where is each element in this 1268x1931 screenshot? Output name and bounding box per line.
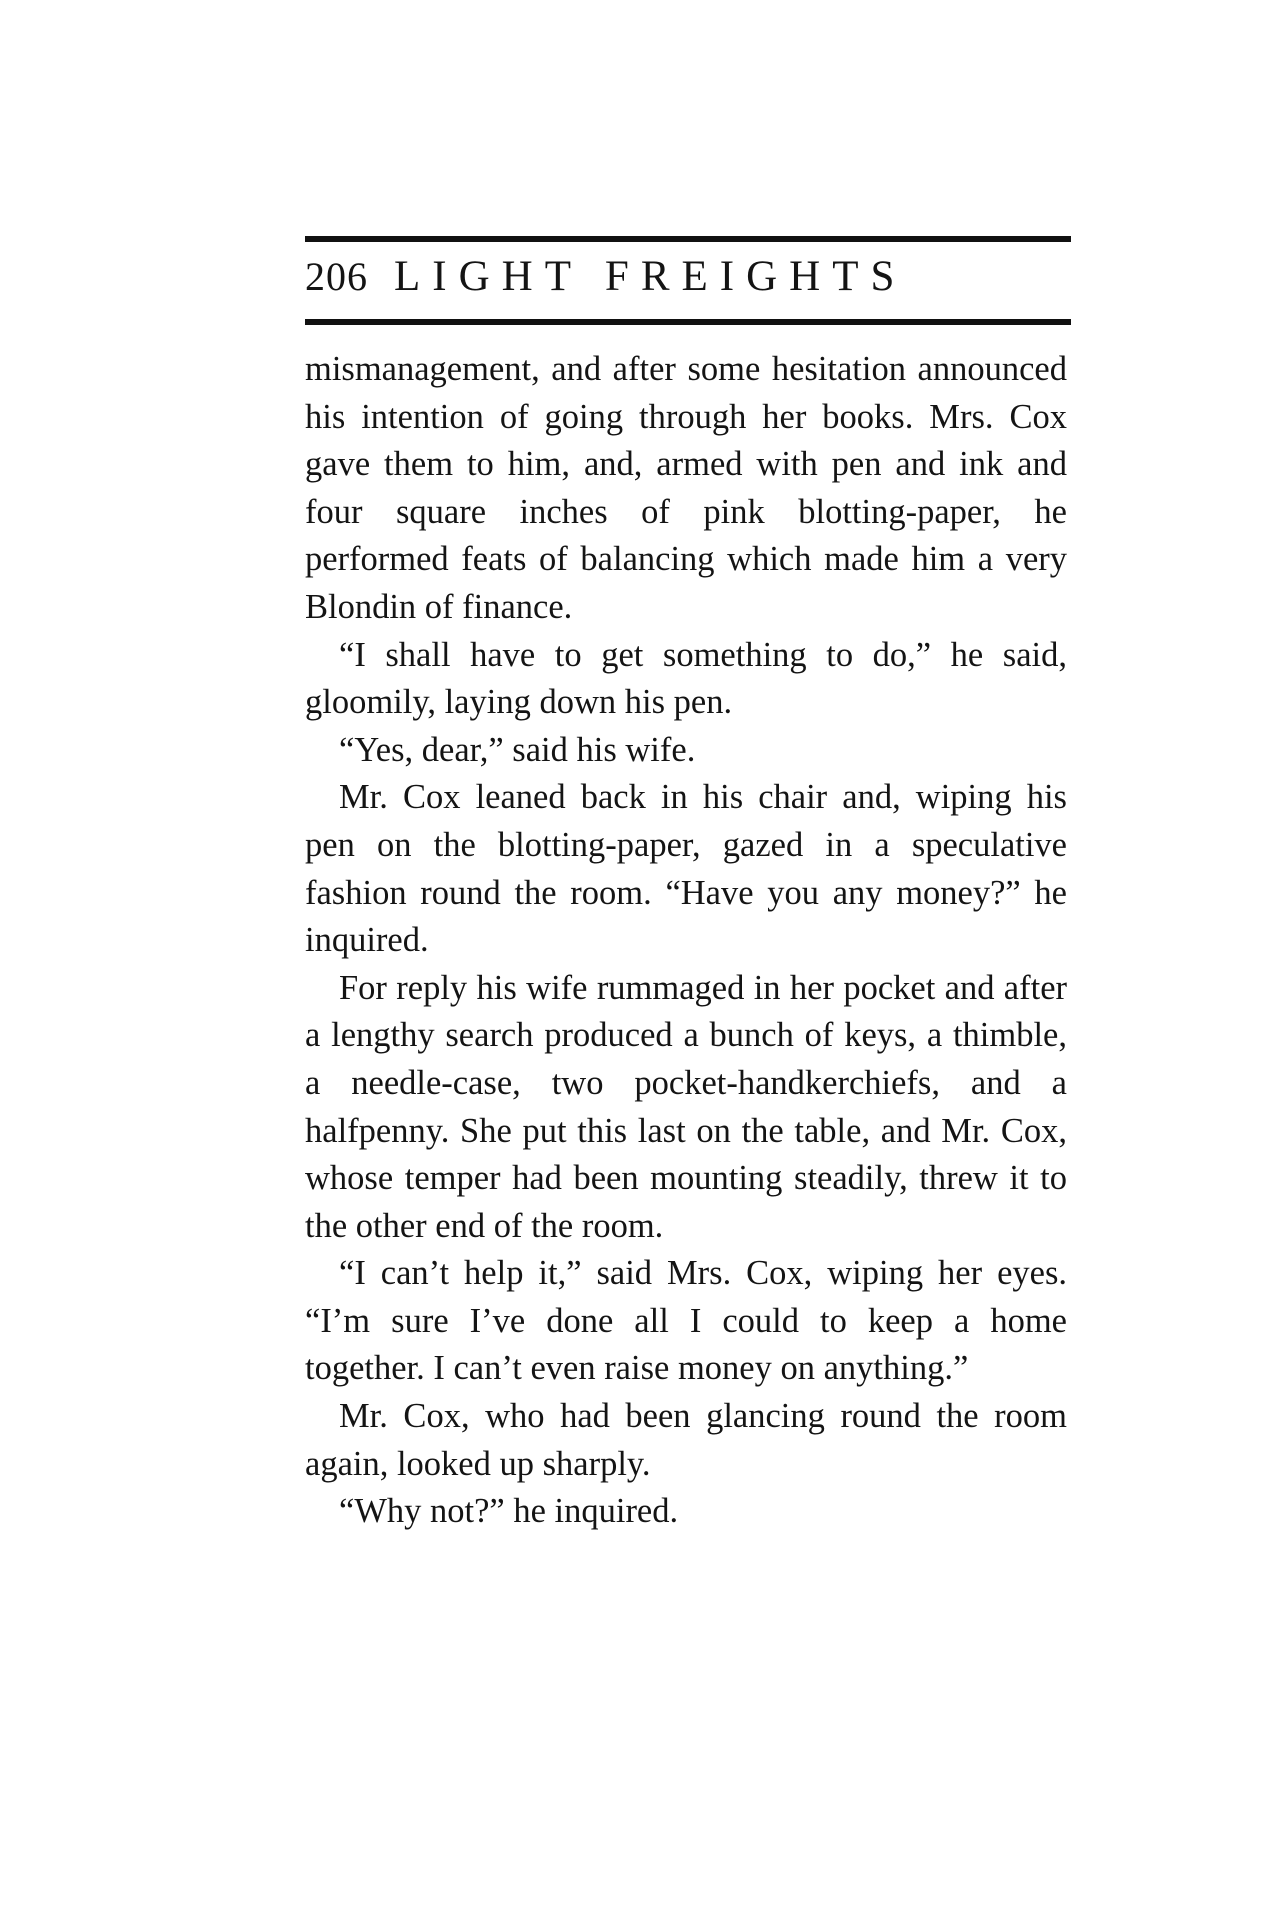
body-text [305, 346, 1067, 1536]
paragraph-continued: mismanagement, and after some hesitation announced his intention of going through her books. Mrs. Cox gave them to him, and, armed with pen and ink and four square inches of pink blotting-paper, he performed feats of balancing which made him a very Blondin of finance. [305, 350, 1067, 626]
paragraph: Mr. Cox leaned back in his chair and, wiping his pen on the blotting-paper, gazed in a speculative fashion round the room. “Have you any money?” he inquired. [305, 778, 1067, 960]
running-header [305, 252, 1071, 312]
paragraph: For reply his wife rummaged in her pocket and after a lengthy search produced a bunch of keys, a thimble, a needle-case, two pocket-handkerchiefs, and a halfpenny. She put this last on the table, and Mr. Cox, whose temper had been mounting steadily, threw it to the other end of the room. [305, 968, 1067, 1245]
header-bottom-rule [305, 319, 1071, 325]
paragraph: Mr. Cox, who had been glancing round the room again, looked up sharply. [305, 1397, 1067, 1483]
paragraph: “I shall have to get something to do,” he said, gloomily, laying down his pen. [305, 635, 1067, 722]
paragraph: “Yes, dear,” said his wife. [339, 730, 696, 769]
paragraph: “I can’t help it,” said Mrs. Cox, wiping her eyes. “I’m sure I’ve done all I could to keep a home together. I can’t even raise money on anything.” [305, 1254, 1067, 1388]
paragraph: “Why not?” he inquired. [339, 1492, 679, 1531]
header-top-rule [305, 236, 1071, 242]
page-number: 206 [305, 254, 368, 299]
running-title: LIGHT FREIGHTS [394, 253, 907, 300]
